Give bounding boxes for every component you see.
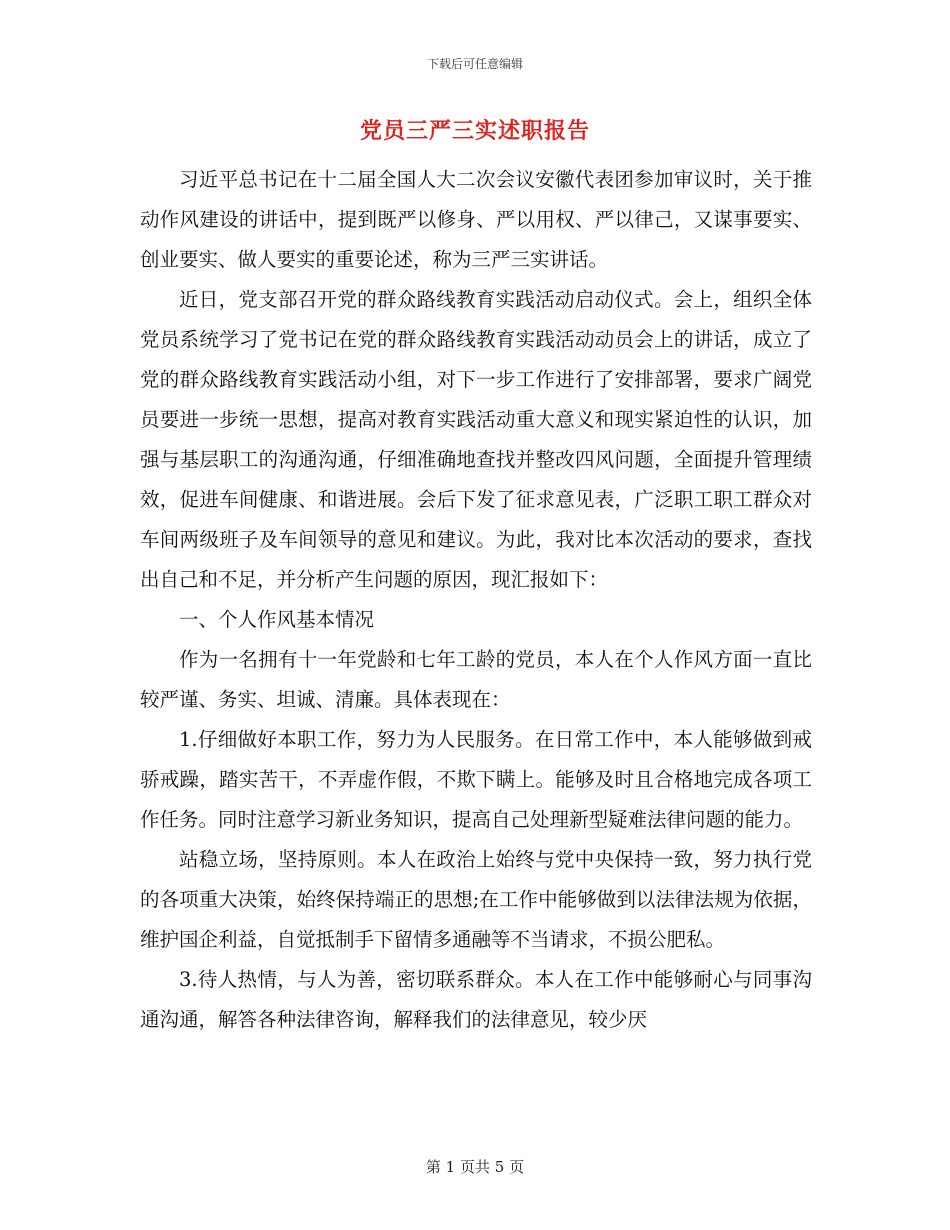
paragraph-meeting: 近日，党支部召开党的群众路线教育实践活动启动仪式。会上，组织全体党员系统学习了党书记在党的群众路线教育实践活动动员会上的讲话，成立了党的群众路线教育实践活动小组，对下一步工作进行了安排部署，要求广阔党员要进一步统一思想，提高对教育实践活动重大意义和现实紧迫性的认识，加强与基层职工的沟通沟通，仔细准确地查找并整改四风问题，全面提升管理绩效，促进车间健康、和谐进展。会后下发了征求意见表，广泛职工职工群众对车间两级班子及车间领导的意见和建议。为此，我对比本次活动的要求，查找出自己和不足，并分析产生问题的原因，现汇报如下： (140, 288, 812, 591)
paragraph-intro: 习近平总书记在十二届全国人大二次会议安徽代表团参加审议时，关于推动作风建设的讲话中，提到既严以修身、严以用权、严以律己，又谋事要实、创业要实、做人要实的重要论述，称为三严三实讲话。 (140, 168, 812, 271)
document-title: 党员三严三实述职报告 (359, 118, 590, 144)
paragraph-overview: 作为一名拥有十一年党龄和七年工龄的党员，本人在个人作风方面一直比较严谨、务实、坦诚、清廉。具体表现在： (140, 648, 812, 711)
paragraph-item-1: 1.仔细做好本职工作，努力为人民服务。在日常工作中，本人能够做到戒骄戒躁，踏实苦干，不弄虚作假，不欺下瞒上。能够及时且合格地完成各项工作任务。同时注意学习新业务知识，提高自己处理新型疑难法律问题的能力。 (140, 728, 812, 831)
page-footer: 第 1 页共 5 页 (425, 1158, 525, 1176)
paragraph-item-2: 站稳立场，坚持原则。本人在政治上始终与党中央保持一致，努力执行党的各项重大决策，始终保持端正的思想;在工作中能够做到以法律法规为依据，维护国企利益，自觉抵制手下留情多通融等不当请求，不损公肥私。 (140, 848, 812, 951)
header-note: 下载后可任意编辑 (426, 57, 523, 71)
section-heading-1: 一、个人作风基本情况 (179, 608, 375, 631)
paragraph-item-3: 3.待人热情，与人为善，密切联系群众。本人在工作中能够耐心与同事沟通沟通，解答各种法律咨询，解释我们的法律意见，较少厌 (140, 968, 812, 1031)
document-body (140, 160, 812, 1040)
